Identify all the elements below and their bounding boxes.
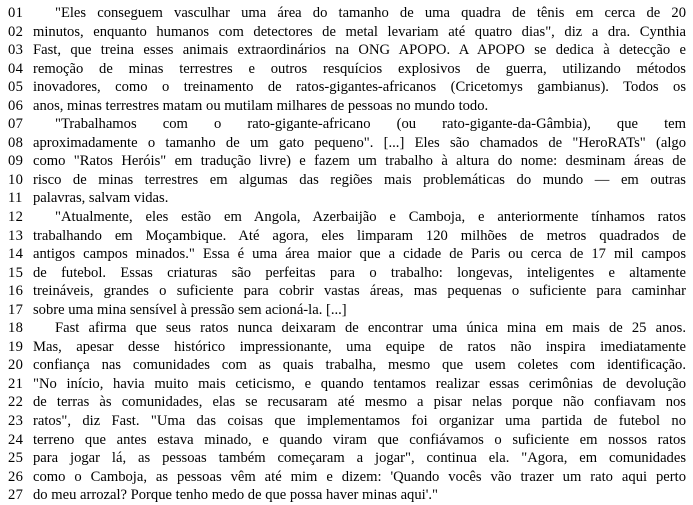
text-line	[8, 227, 686, 246]
line-number: 08	[8, 134, 24, 151]
line-number: 02	[8, 23, 24, 40]
line-number: 04	[8, 60, 24, 77]
line-text: anos, minas terrestres matam ou mutilam milhares de pessoas no mundo todo.	[33, 97, 489, 114]
text-line	[8, 338, 686, 357]
line-text: terreno que antes estava minado, e quando viram que confiávamos o suficiente em nossos ratos	[33, 431, 686, 448]
text-line	[8, 412, 686, 431]
line-number: 16	[8, 283, 24, 300]
text-line	[8, 264, 686, 283]
line-number: 23	[8, 413, 24, 430]
text-line	[8, 41, 686, 60]
text-line	[8, 468, 686, 487]
text-line	[8, 301, 686, 320]
text-line	[8, 4, 686, 23]
text-line	[8, 375, 686, 394]
text-line	[8, 208, 686, 227]
line-text: treináveis, grandes o suficiente para cobrir vastas áreas, mas pequenas o suficiente para caminhar	[33, 283, 686, 300]
line-number: 27	[8, 487, 24, 504]
text-line	[8, 486, 686, 505]
line-number: 10	[8, 171, 24, 188]
line-number: 20	[8, 357, 24, 374]
line-number: 01	[8, 5, 24, 21]
text-line	[8, 23, 686, 42]
line-number: 15	[8, 264, 24, 281]
line-text: "No início, havia muito mais ceticismo, e quando tentamos realizar essas cerimônias de devolução	[33, 375, 686, 392]
line-number: 21	[8, 375, 24, 392]
line-text: antigos campos minados." Essa é uma área maior que a cidade de Paris ou cerca de 17 mil campos	[33, 246, 686, 263]
line-text: ratos", diz Fast. "Uma das coisas que implementamos foi organizar uma partida de futebol no	[33, 413, 686, 430]
line-number: 11	[8, 190, 23, 207]
line-text: confiança nas comunidades com as quais trabalha, mesmo que usem coletes com identificação.	[33, 357, 686, 374]
line-number: 25	[8, 450, 24, 467]
line-text: trabalhando em Moçambique. Até agora, eles limparam 120 milhões de metros quadrados de	[33, 227, 686, 244]
line-number: 09	[8, 153, 24, 170]
line-text: de futebol. Essas criaturas são perfeitas para o trabalho: longevas, inteligentes e altamente	[33, 264, 686, 281]
line-number: 05	[8, 79, 24, 96]
line-number: 03	[8, 42, 24, 59]
line-number: 22	[8, 394, 24, 411]
text-line	[8, 60, 686, 79]
line-number: 14	[8, 246, 24, 263]
text-line	[8, 189, 686, 208]
line-text: palavras, salvam vidas.	[33, 190, 169, 207]
line-number: 19	[8, 338, 24, 355]
line-text: para jogar lá, as pessoas também começaram a jogar", continua ela. "Agora, em comunidades	[33, 450, 686, 467]
text-line	[8, 449, 686, 468]
numbered-text-block	[8, 4, 686, 505]
line-number: 24	[8, 431, 24, 448]
line-text: inovadores, como o treinamento de ratos-gigantes-africanos (Cricetomys gambianus). Todos os	[33, 79, 686, 96]
line-text: remoção de minas terrestres e outros resquícios explosivos de guerra, utilizando métodos	[33, 60, 686, 77]
text-line	[8, 171, 686, 190]
text-line	[8, 78, 686, 97]
line-text: Fast, que treina esses animais extraordinários na ONG APOPO. A APOPO se dedica à detecção e	[33, 42, 686, 59]
line-number: 18	[8, 320, 24, 337]
text-line	[8, 393, 686, 412]
text-line	[8, 356, 686, 375]
line-text: de terras às comunidades, elas se recusaram até mesmo a pisar nelas porque não confiavam nos	[33, 394, 686, 411]
line-text: Mas, apesar desse histórico impressionante, uma equipe de ratos não inspira imediatamente	[33, 338, 686, 355]
text-line	[8, 134, 686, 153]
line-text: como "Ratos Heróis" em tradução livre) e fazem um trabalho à altura do nome: desminam áreas de	[33, 153, 686, 170]
line-text: aproximadamente o tamanho de um gato pequeno". [...] Eles são chamados de "HeroRATs" (algo	[33, 134, 686, 151]
text-line	[8, 282, 686, 301]
line-number: 17	[8, 301, 24, 318]
line-number: 26	[8, 468, 24, 485]
line-text: minutos, enquanto humanos com detectores de metal levariam até quatro dias", diz a dra. Cynthia	[33, 23, 686, 40]
line-number: 12	[8, 209, 24, 226]
line-text: sobre uma mina sensível à pressão sem acioná-la. [...]	[33, 301, 347, 318]
line-number: 13	[8, 227, 24, 244]
text-line	[8, 115, 686, 134]
text-line	[8, 319, 686, 338]
text-line	[8, 431, 686, 450]
line-text: do meu arrozal? Porque tenho medo de que possa haver minas aqui'."	[33, 487, 438, 504]
line-text: "Eles conseguem vasculhar uma área do tamanho de uma quadra de tênis em cerca de 20	[55, 5, 686, 21]
line-text: "Atualmente, eles estão em Angola, Azerbaijão e Camboja, e anteriormente tínhamos ratos	[55, 209, 686, 226]
text-line	[8, 152, 686, 171]
line-text: "Trabalhamos com o rato-gigante-africano (ou rato-gigante-da-Gâmbia), que tem	[55, 116, 686, 133]
text-line	[8, 245, 686, 264]
line-number: 06	[8, 97, 24, 114]
line-number: 07	[8, 116, 24, 133]
line-text: Fast afirma que seus ratos nunca deixaram de encontrar uma única mina em mais de 25 anos.	[55, 320, 686, 337]
text-line	[8, 97, 686, 116]
line-text: risco de minas terrestres em algumas das regiões mais problemáticas do mundo — em outras	[33, 171, 686, 188]
line-text: como o Camboja, as pessoas vêm até mim e dizem: 'Quando vocês vão trazer um rato aqui perto	[33, 468, 686, 485]
